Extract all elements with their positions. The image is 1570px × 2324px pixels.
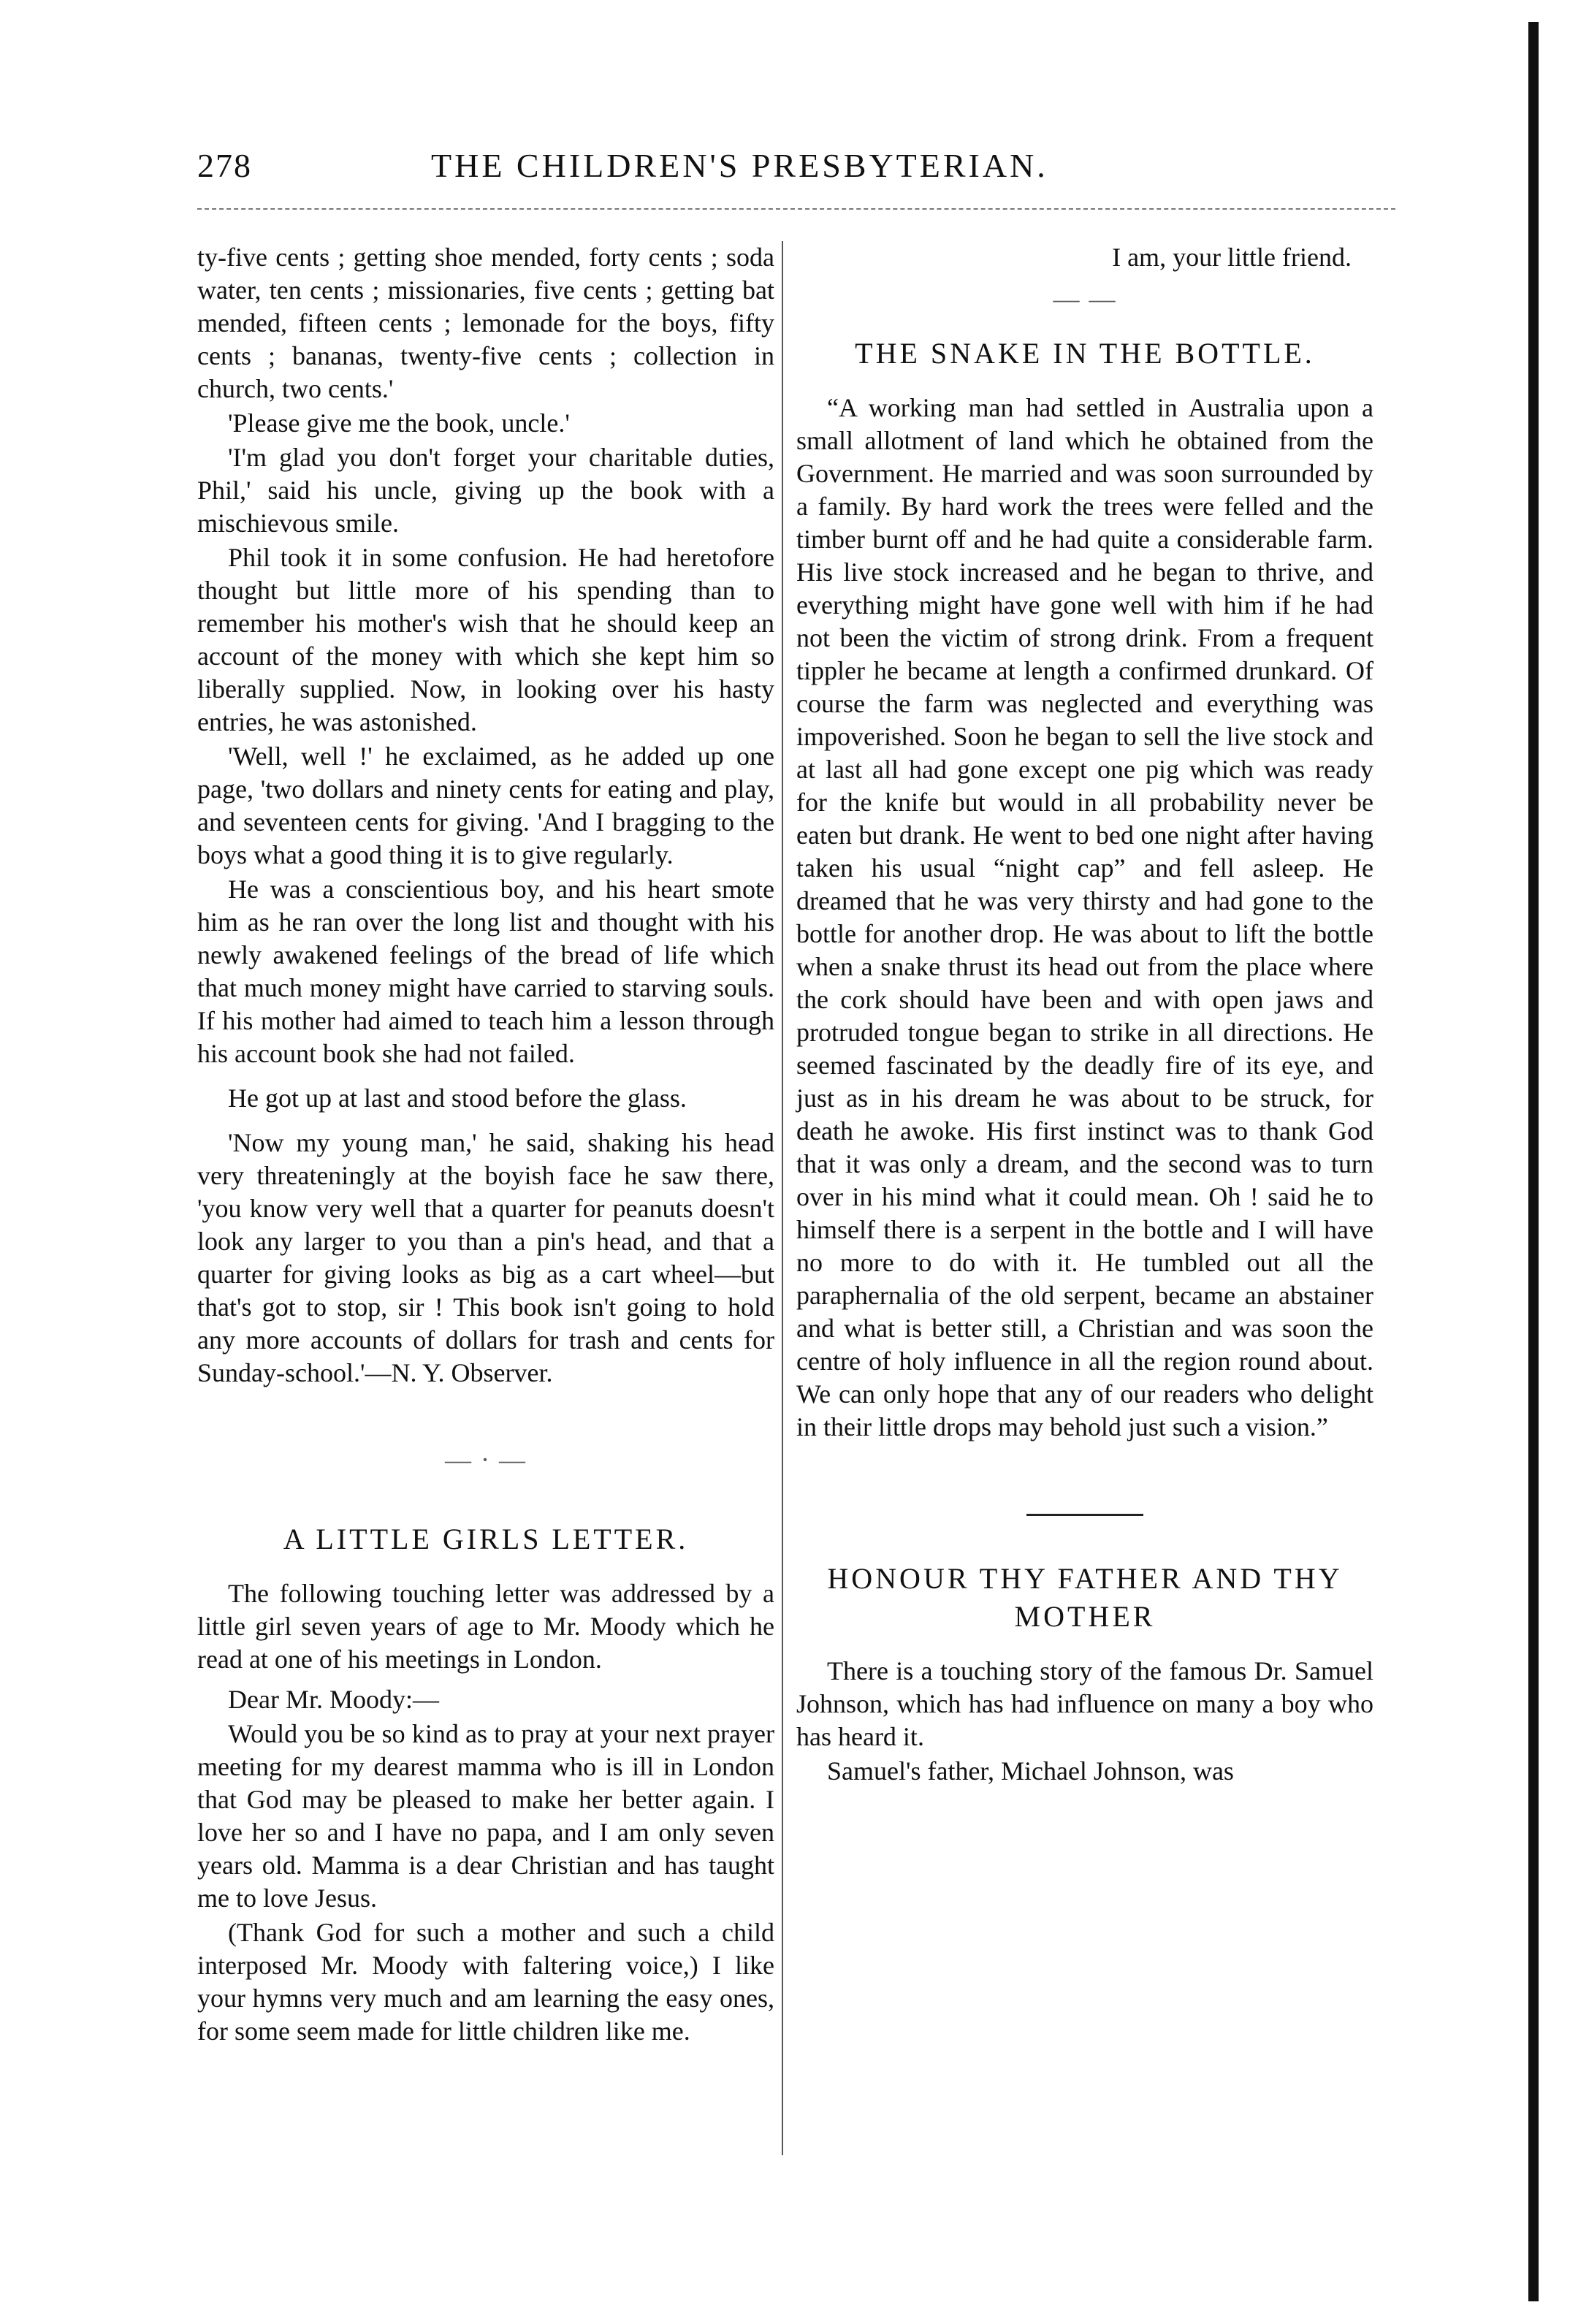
section-separator: — —: [1053, 284, 1117, 313]
letter-heading: A LITTLE GIRLS LETTER.: [283, 1523, 689, 1555]
snake-paragraph: “A working man had settled in Australia upon a small allotment of land which he obtained from the Government. He married and was soon surrounded by a family. By hard work the trees were felled and the timber burnt off and he had quite a considerable farm. His live stock increased and he began to thrive, and everything might have gone well with him if he had not been the victim of strong drink. From a frequent tippler he became at length a confirmed drunkard. Of course the farm was neglected and everything was impoverished. Soon he began to sell the live stock and at last all had gone except one pig which was ready for the knife but would in all probability never be eaten but drank. He went to bed one night after having taken his usual “night cap” and fell asleep. He dreamed that he was very thirsty and had gone to the bottle for another drop. He was about to lift the bottle when a snake thrust its head out from the place where the cork should have been and with open jaws and protruded tongue began to strike in all directions. He seemed fascinated by the deadly fire of its eye, and just as in his dream he was about to be struck, for death he awoke. His first instinct was to thank God that it was only a dream, and the second was to turn over in his mind what it could mean. Oh ! said he to himself there is a serpent in the bottle and I will have no more to do with it. He tumbled out all the paraphernalia of the old serpent, became an abstainer and what is better still, a Christian and was soon the centre of holy influence in all the region round about. We can only hope that any of our readers who delight in their little drops may behold just such a vision.”: [796, 393, 1373, 1441]
story-paragraph: ty-five cents ; getting shoe mended, forty cents ; soda water, ten cents ; missionaries, five cents ; getting bat mended, fifteen cents ; lemonade for the boys, fifty cents ; bananas, twenty-five cents ; collection in church, two cents.': [197, 243, 774, 403]
story-paragraph: 'Well, well !' he exclaimed, as he added up one page, 'two dollars and ninety cents for eating and play, and seventeen cents for giving. 'And I bragging to the boys what a good thing it is to give regularly.: [197, 742, 774, 869]
honour-heading: HONOUR THY FATHER AND THY MOTHER: [827, 1562, 1343, 1633]
story-paragraph: He was a conscientious boy, and his heart smote him as he ran over the long list and thought with his newly awakened feelings of the bread of life which that much money might have carried to starving souls. If his mother had aimed to teach him a lesson through his account book she had not failed.: [197, 875, 774, 1068]
letter-signoff: I am, your little friend.: [1112, 243, 1352, 272]
story-paragraph: Phil took it in some confusion. He had heretofore thought but little more of his spending than to remember his mother's wish that he should keep an account of the money with which she kept him so liberally supplied. Now, in looking over his hasty entries, he was astonished.: [197, 543, 774, 736]
letter-intro: The following touching letter was addressed by a little girl seven years of age to Mr. Moody which he read at one of his meetings in London.: [197, 1579, 774, 1674]
page-edge-bar: [1528, 22, 1539, 2301]
story-paragraph: 'Please give me the book, uncle.': [228, 408, 570, 438]
running-title: THE CHILDREN'S PRESBYTERIAN.: [431, 147, 1048, 184]
letter-aside: (Thank God for such a mother and such a child interposed Mr. Moody with faltering voice,) I like your hymns very much and am learning the easy ones, for some seem made for little children like me.: [197, 1918, 774, 2046]
letter-body: Would you be so kind as to pray at your next prayer meeting for my dearest mamma who is ill in London that God may be pleased to make her better again. I love her so and I have no papa, and I am only seven years old. Mamma is a dear Christian and has taught me to love Jesus.: [197, 1719, 774, 1913]
honour-paragraph: Samuel's father, Michael Johnson, was: [827, 1756, 1234, 1786]
honour-paragraph: There is a touching story of the famous Dr. Samuel Johnson, which has had influence on many a boy who has heard it.: [796, 1656, 1373, 1751]
snake-heading: THE SNAKE IN THE BOTTLE.: [855, 337, 1315, 370]
story-paragraph: He got up at last and stood before the glass.: [228, 1083, 687, 1113]
page-number: 278: [197, 147, 252, 184]
section-separator: — · —: [445, 1445, 527, 1474]
story-paragraph: 'I'm glad you don't forget your charitable duties, Phil,' said his uncle, giving up the book with a mischievous smile.: [197, 443, 774, 538]
right-column: [796, 241, 1373, 1789]
section-rule: [1026, 1514, 1143, 1516]
letter-salutation: Dear Mr. Moody:—: [228, 1685, 439, 1714]
column-divider: [782, 241, 783, 2155]
left-column: [197, 241, 774, 2049]
story-paragraph: 'Now my young man,' he said, shaking his head very threateningly at the boyish face he saw there, 'you know very well that a quarter for peanuts doesn't look any larger to you than a pin's head, and that a quarter for giving looks as big as a cart wheel—but that's got to stop, sir ! This book isn't going to hold any more accounts of dollars for trash and cents for Sunday-school.'—N. Y. Observer.: [197, 1128, 774, 1387]
header-rule: [197, 208, 1395, 210]
page-header: [197, 146, 1498, 197]
